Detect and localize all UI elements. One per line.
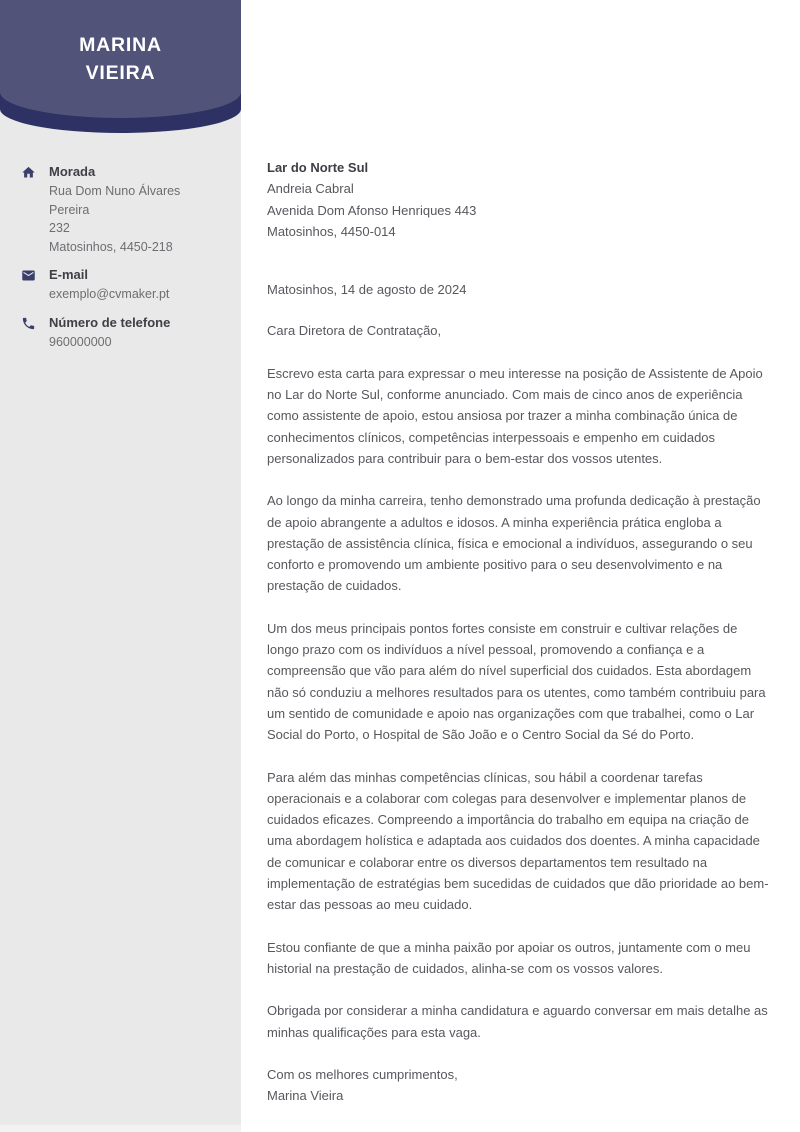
contact-label-phone: Número de telefone xyxy=(49,314,171,330)
paragraph-career: Ao longo da minha carreira, tenho demonstrado uma profunda dedicação à prestação de apoio abrangente a adultos e idosos. A minha experiência prática engloba a prestação de assistência clínica, física e emocional a indivíduos, assegurando o seu conforto e promovendo um ambiente positivo para o seu desenvolvimento e na prestação de cuidados. xyxy=(267,493,761,594)
contact-value-address-line2: 232 xyxy=(49,221,70,235)
recipient-city: Matosinhos, 4450-014 xyxy=(267,223,396,239)
salutation: Cara Diretora de Contratação, xyxy=(267,323,442,339)
contact-label-email: E-mail xyxy=(49,267,89,282)
header-banner xyxy=(0,0,241,118)
contact-item-phone xyxy=(0,314,241,352)
contact-value-email: exemplo@cvmaker.pt xyxy=(49,287,170,301)
sidebar-bottom-fade xyxy=(0,1125,241,1132)
recipient-contact-name: Andreia Cabral xyxy=(267,181,354,197)
letter-body xyxy=(267,157,770,1106)
closing-block xyxy=(267,1064,770,1107)
contact-email-text xyxy=(49,266,223,304)
phone-icon xyxy=(21,316,36,331)
contact-address-text xyxy=(49,163,223,256)
home-icon xyxy=(21,165,36,180)
person-name xyxy=(0,31,241,87)
contact-value-address-line1: Rua Dom Nuno Álvares Pereira xyxy=(49,184,181,217)
recipient-company: Lar do Norte Sul xyxy=(267,160,369,175)
paragraph-strengths: Um dos meus principais pontos fortes consiste em construir e cultivar relações de longo prazo com os indivíduos a nível pessoal, promovendo a confiança e a compreensão que vão para além do nível superficial dos cuidados. Esta abordagem não só conduziu a melhores resultados para os utentes, como também contribuiu para um sentido de comunidade e apoio nas organizações com que trabalhei, como o Lar Social do Porto, o Hospital de São João e o Centro Social da Sé do Porto. xyxy=(267,620,766,743)
recipient-block xyxy=(267,157,770,242)
closing-line: Com os melhores cumprimentos, xyxy=(267,1066,458,1082)
paragraph-skills: Para além das minhas competências clínicas, sou hábil a coordenar tarefas operacionais e a colaborar com colegas para desenvolver e implementar planos de cuidados eficazes. Compreendo a importância do trabalho em equipa na criação de uma abordagem holística e adaptada aos cuidados dos doentes. A minha capacidade de comunicar e colaborar entre os diversos departamentos tem resultado na implementação de estratégias bem sucedidas de cuidados que dão prioridade ao bem-estar das pessoas ao meu cuidado. xyxy=(267,769,769,913)
mail-icon xyxy=(21,268,36,283)
paragraph-thanks: Obrigada por considerar a minha candidatura e aguardo conversar em mais detalhe as minhas qualificações para esta vaga. xyxy=(267,1003,768,1040)
person-name-line1: MARINA xyxy=(79,34,162,56)
paragraph-intro: Escrevo esta carta para expressar o meu interesse na posição de Assistente de Apoio no Lar do Norte Sul, conforme anunciado. Com mais de cinco anos de experiência como assistente de apoio, estou ansiosa por trazer a minha combinação única de conhecimentos clínicos, competências interpessoais e empenho em cuidados personalizados para contribuir para o bem-estar dos vossos utentes. xyxy=(267,365,763,466)
signature-name: Marina Vieira xyxy=(267,1088,344,1104)
contact-value-address-line3: Matosinhos, 4450-218 xyxy=(49,239,173,254)
person-name-line2: VIEIRA xyxy=(85,62,156,84)
contact-value-phone: 960000000 xyxy=(49,334,112,349)
paragraph-values: Estou confiante de que a minha paixão por apoiar os outros, juntamente com o meu historial na prestação de cuidados, alinha-se com os vossos valores. xyxy=(267,939,751,976)
contact-item-email xyxy=(0,266,241,304)
contact-list xyxy=(0,163,241,361)
contact-item-address xyxy=(0,163,241,256)
contact-label-address: Morada xyxy=(49,164,96,179)
letter-date: Matosinhos, 14 de agosto de 2024 xyxy=(267,282,467,298)
recipient-street: Avenida Dom Afonso Henriques 443 xyxy=(267,202,477,218)
contact-phone-text xyxy=(49,314,223,352)
